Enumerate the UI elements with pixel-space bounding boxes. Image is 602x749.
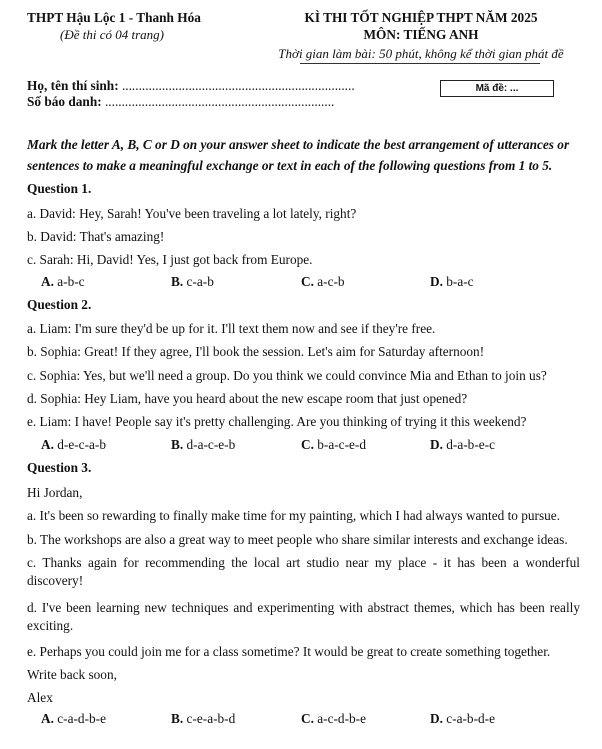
option-text: b-a-c-e-d [317, 437, 366, 452]
option-text: c-a-d-b-e [57, 711, 106, 726]
time-note: Thời gian làm bài: 50 phút, không kể thời gian phát đề [278, 46, 564, 61]
option-letter: C. [301, 711, 314, 726]
option-text: a-c-b [317, 274, 345, 289]
question-2-title: Question 2. [27, 297, 92, 312]
q2-option-c[interactable] [301, 437, 366, 453]
q3-line-b: b. The workshops are also a great way to meet people who share similar interests and exchange ideas. [27, 532, 568, 547]
header-divider [300, 63, 540, 64]
option-text: c-a-b [186, 274, 214, 289]
q1-option-b[interactable] [171, 274, 214, 290]
instruction-text: Mark the letter A, B, C or D on your answer sheet to indicate the best arrangement of utterances or sentences to make a meaningful exchange or text in each of the following questions from 1 to 5. [27, 137, 570, 173]
q2-line-d: d. Sophia: Hey Liam, have you heard about the new escape room that just opened? [27, 391, 468, 406]
option-text: a-b-c [57, 274, 85, 289]
q1-option-d[interactable] [430, 274, 474, 290]
exam-title: KÌ THI TỐT NGHIỆP THPT NĂM 2025 [304, 10, 538, 25]
option-letter: B. [171, 437, 184, 452]
option-letter: A. [41, 711, 54, 726]
exam-code-box: Mã đề: ... [440, 80, 554, 97]
q1-option-a[interactable] [41, 274, 85, 290]
candidate-name-row [27, 78, 355, 94]
q2-line-b: b. Sophia: Great! If they agree, I'll book the session. Let's aim for Saturday afternoon! [27, 344, 485, 359]
q3-line-e: e. Perhaps you could join me for a class sometime? It would be great to create something together. [27, 644, 551, 659]
q3-signature: Alex [27, 690, 53, 705]
option-text: b-a-c [446, 274, 474, 289]
q1-line-b: b. David: That's amazing! [27, 229, 165, 244]
option-letter: C. [301, 437, 314, 452]
question-1-title: Question 1. [27, 181, 92, 196]
pages-note: (Đề thi có 04 trang) [60, 27, 164, 42]
option-text: c-a-b-d-e [446, 711, 495, 726]
q3-option-a[interactable] [41, 711, 106, 727]
q3-option-b[interactable] [171, 711, 235, 727]
option-letter: A. [41, 274, 54, 289]
q1-line-c: c. Sarah: Hi, David! Yes, I just got back from Europe. [27, 252, 313, 267]
q2-line-a: a. Liam: I'm sure they'd be up for it. I'll text them now and see if they're free. [27, 321, 436, 336]
candidate-name-label: Họ, tên thí sinh: [27, 78, 119, 93]
option-text: d-a-c-e-b [186, 437, 236, 452]
q3-option-d[interactable] [430, 711, 495, 727]
candidate-id-label: Số báo danh: [27, 94, 102, 109]
q3-line-c: c. Thanks again for recommending the local art studio near my place - it has been a wonderful discovery! [27, 555, 580, 588]
q3-closing: Write back soon, [27, 667, 117, 682]
option-letter: B. [171, 711, 184, 726]
exam-header-left [27, 10, 201, 43]
candidate-name-blank[interactable]: ...................................................................... [121, 78, 355, 93]
option-letter: C. [301, 274, 314, 289]
q1-line-a: a. David: Hey, Sarah! You've been traveling a lot lately, right? [27, 206, 357, 221]
q3-line-a: a. It's been so rewarding to finally make time for my painting, which I had always wanted to pursue. [27, 508, 561, 523]
subject-title: MÔN: TIẾNG ANH [363, 27, 479, 42]
candidate-id-row [27, 94, 334, 110]
option-text: a-c-d-b-e [317, 711, 366, 726]
option-text: d-e-c-a-b [57, 437, 106, 452]
candidate-id-blank[interactable]: ..................................................................... [104, 94, 335, 109]
option-letter: D. [430, 711, 443, 726]
q3-greeting: Hi Jordan, [27, 485, 83, 500]
school-name: THPT Hậu Lộc 1 - Thanh Hóa [27, 10, 201, 25]
q2-option-d[interactable] [430, 437, 495, 453]
q2-option-a[interactable] [41, 437, 106, 453]
q2-option-b[interactable] [171, 437, 235, 453]
option-letter: B. [171, 274, 184, 289]
exam-header-right [262, 10, 580, 62]
q3-option-c[interactable] [301, 711, 366, 727]
q3-line-d: d. I've been learning new techniques and experimenting with abstract themes, which has been really exciting. [27, 600, 580, 633]
q2-line-e: e. Liam: I have! People say it's pretty challenging. Are you thinking of trying it this weekend? [27, 414, 527, 429]
option-letter: D. [430, 437, 443, 452]
q2-line-c: c. Sophia: Yes, but we'll need a group. Do you think we could convince Mia and Ethan to join us? [27, 368, 547, 383]
question-3-title: Question 3. [27, 460, 92, 475]
option-letter: D. [430, 274, 443, 289]
option-text: c-e-a-b-d [186, 711, 236, 726]
q1-option-c[interactable] [301, 274, 345, 290]
option-letter: A. [41, 437, 54, 452]
option-text: d-a-b-e-c [446, 437, 495, 452]
